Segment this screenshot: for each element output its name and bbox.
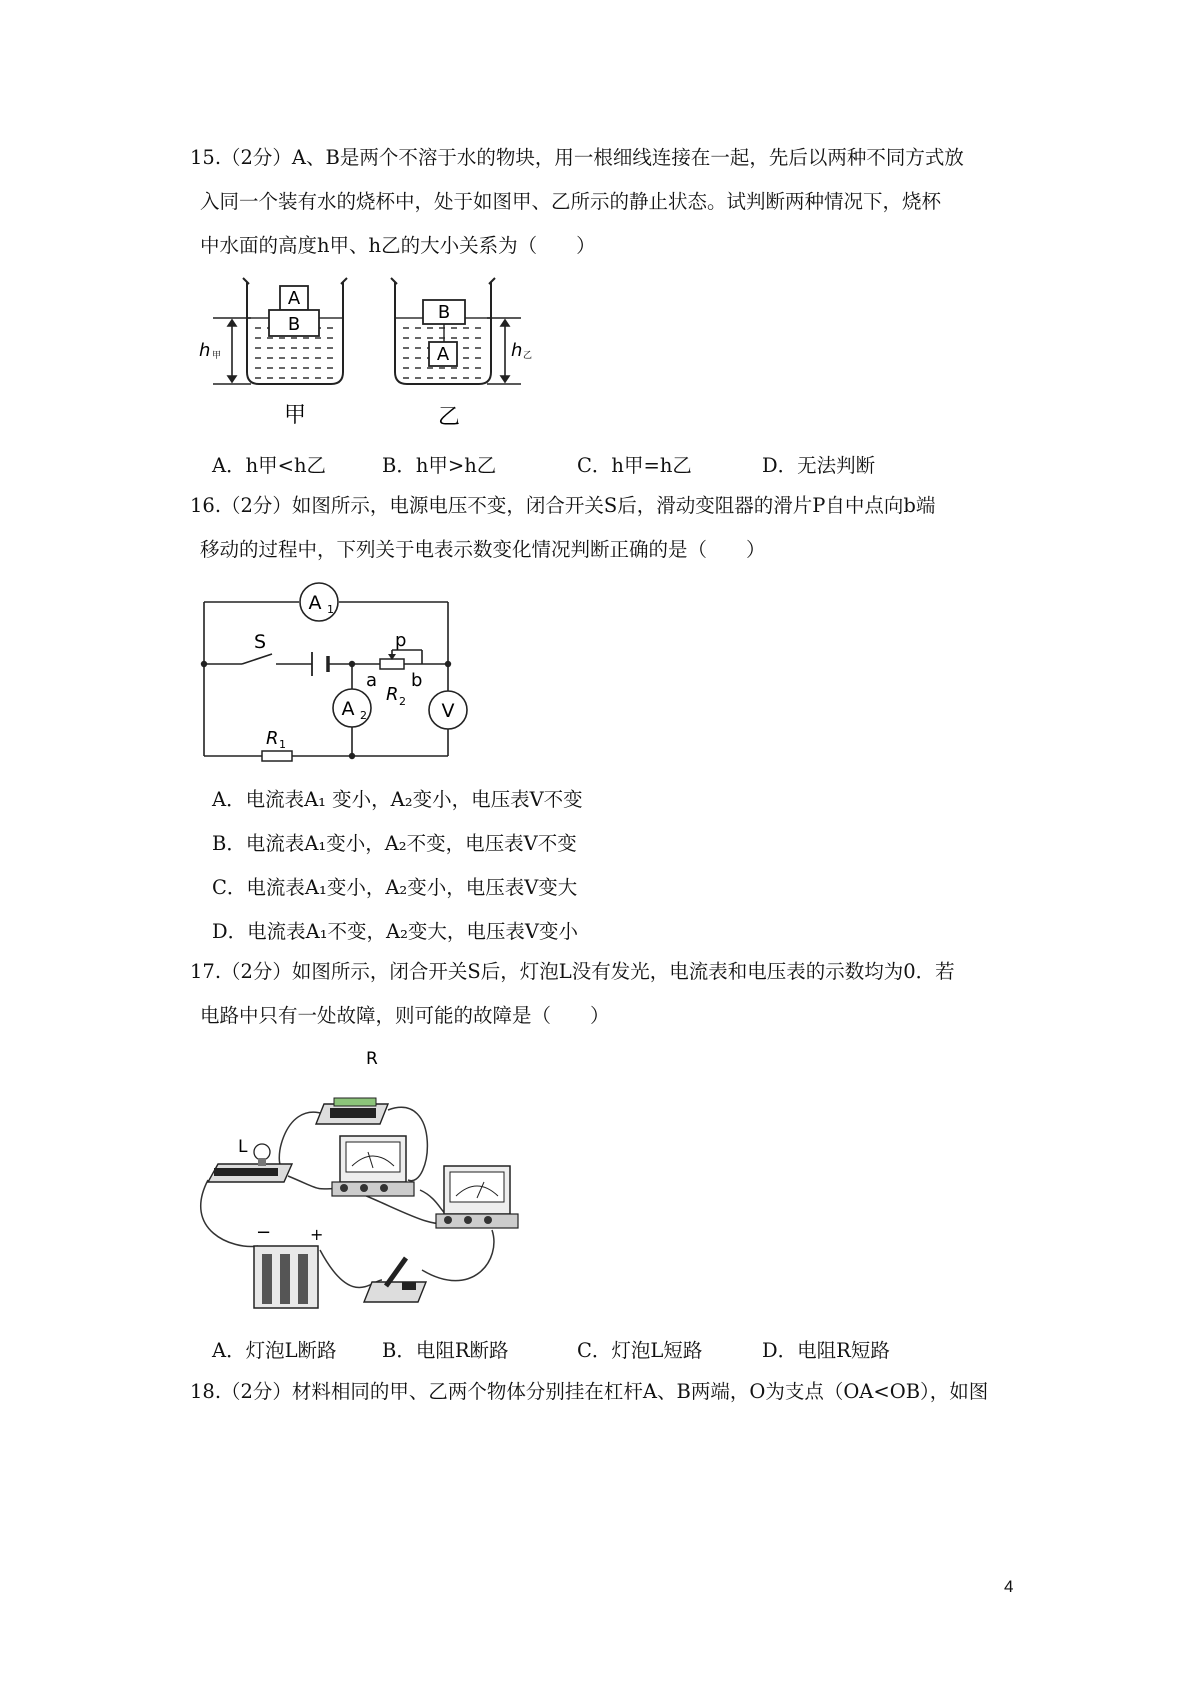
q17-option-b[interactable]: B．电阻R断路 (382, 1339, 509, 1362)
question-16 (190, 484, 1020, 572)
q15-line3: 中水面的高度h甲、h乙的大小关系为（ ） (200, 234, 596, 257)
v-letter: V (441, 700, 455, 722)
q15-line1: 15.（2分）A、B是两个不溶于水的物块，用一根细线连接在一起，先后以两种不同方式放 (190, 146, 964, 169)
q18-line1: 18.（2分）材料相同的甲、乙两个物体分别挂在杠杆A、B两端，O为支点（OA<OB），如图 (190, 1380, 989, 1403)
battery-plus: + (310, 1225, 324, 1244)
end-a-label: a (366, 670, 378, 691)
q16-option-b[interactable]: B．电流表A₁变小，A₂不变，电压表V不变 (212, 832, 577, 855)
label-b-yi: B (437, 302, 451, 323)
label-jia: 甲 (283, 403, 307, 428)
q15-option-a[interactable]: A．h甲<h乙 (212, 454, 327, 477)
r2-sub: 2 (399, 695, 406, 708)
label-b-jia: B (287, 314, 301, 335)
h-jia: h (199, 340, 211, 361)
resistor-r-board (316, 1098, 388, 1124)
h-yi: h (511, 340, 523, 361)
h-jia-sub: 甲 (212, 351, 222, 361)
q16-circuit-figure (196, 582, 476, 762)
slider-p-label: p (395, 630, 407, 651)
q15-option-b[interactable]: B．h甲>h乙 (382, 454, 497, 477)
q17-option-d[interactable]: D．电阻R短路 (762, 1339, 890, 1362)
q15-option-d[interactable]: D．无法判断 (762, 454, 876, 477)
page-number: 4 (1004, 1577, 1014, 1596)
label-a-jia: A (287, 288, 301, 309)
q16-option-a[interactable]: A．电流表A₁ 变小，A₂变小，电压表V不变 (212, 788, 583, 811)
r1-sub: 1 (279, 738, 286, 751)
question-17 (190, 950, 1020, 1038)
q16-option-d[interactable]: D．电流表A₁不变，A₂变大，电压表V变小 (212, 920, 579, 943)
a1-letter: A (308, 592, 322, 614)
q17-option-c[interactable]: C．灯泡L短路 (577, 1339, 703, 1362)
r1-label: R (266, 728, 279, 749)
q17-line1: 17.（2分）如图所示，闭合开关S后，灯泡L没有发光，电流表和电压表的示数均为0．若 (190, 960, 955, 983)
question-18 (190, 1370, 1020, 1414)
q16-line1: 16.（2分）如图所示，电源电压不变，闭合开关S后，滑动变阻器的滑片P自中点向b端 (190, 494, 936, 517)
r2-label: R (386, 684, 399, 705)
ammeter (436, 1166, 518, 1228)
end-b-label: b (411, 670, 423, 691)
question-15 (190, 136, 1020, 268)
battery (254, 1246, 318, 1308)
q17-option-a[interactable]: A．灯泡L断路 (212, 1339, 337, 1362)
a2-sub: 2 (360, 709, 367, 722)
q17-physical-circuit-figure (192, 1040, 532, 1315)
l-label: L (238, 1137, 248, 1157)
q15-line2: 入同一个装有水的烧杯中，处于如图甲、乙所示的静止状态。试判断两种情况下，烧杯 (200, 190, 942, 213)
q15-options (212, 450, 1012, 480)
q17-options (212, 1335, 1012, 1365)
label-a-yi: A (436, 344, 450, 365)
q16-option-c[interactable]: C．电流表A₁变小，A₂变小，电压表V变大 (212, 876, 578, 899)
resistor-r1 (262, 751, 292, 761)
resistor-r2 (380, 659, 404, 669)
voltmeter (332, 1136, 414, 1196)
q16-line2: 移动的过程中，下列关于电表示数变化情况判断正确的是（ ） (200, 538, 766, 561)
h-yi-sub: 乙 (523, 351, 533, 361)
a2-letter: A (341, 698, 355, 720)
q15-option-c[interactable]: C．h甲=h乙 (577, 454, 692, 477)
q17-line2: 电路中只有一处故障，则可能的故障是（ ） (200, 1004, 610, 1027)
switch-label: S (254, 631, 267, 653)
r-label: R (366, 1049, 378, 1069)
q15-beaker-figure (195, 272, 535, 442)
label-yi: 乙 (437, 405, 461, 430)
a1-sub: 1 (327, 603, 334, 616)
battery-minus: − (256, 1222, 272, 1243)
knife-switch (364, 1258, 426, 1302)
